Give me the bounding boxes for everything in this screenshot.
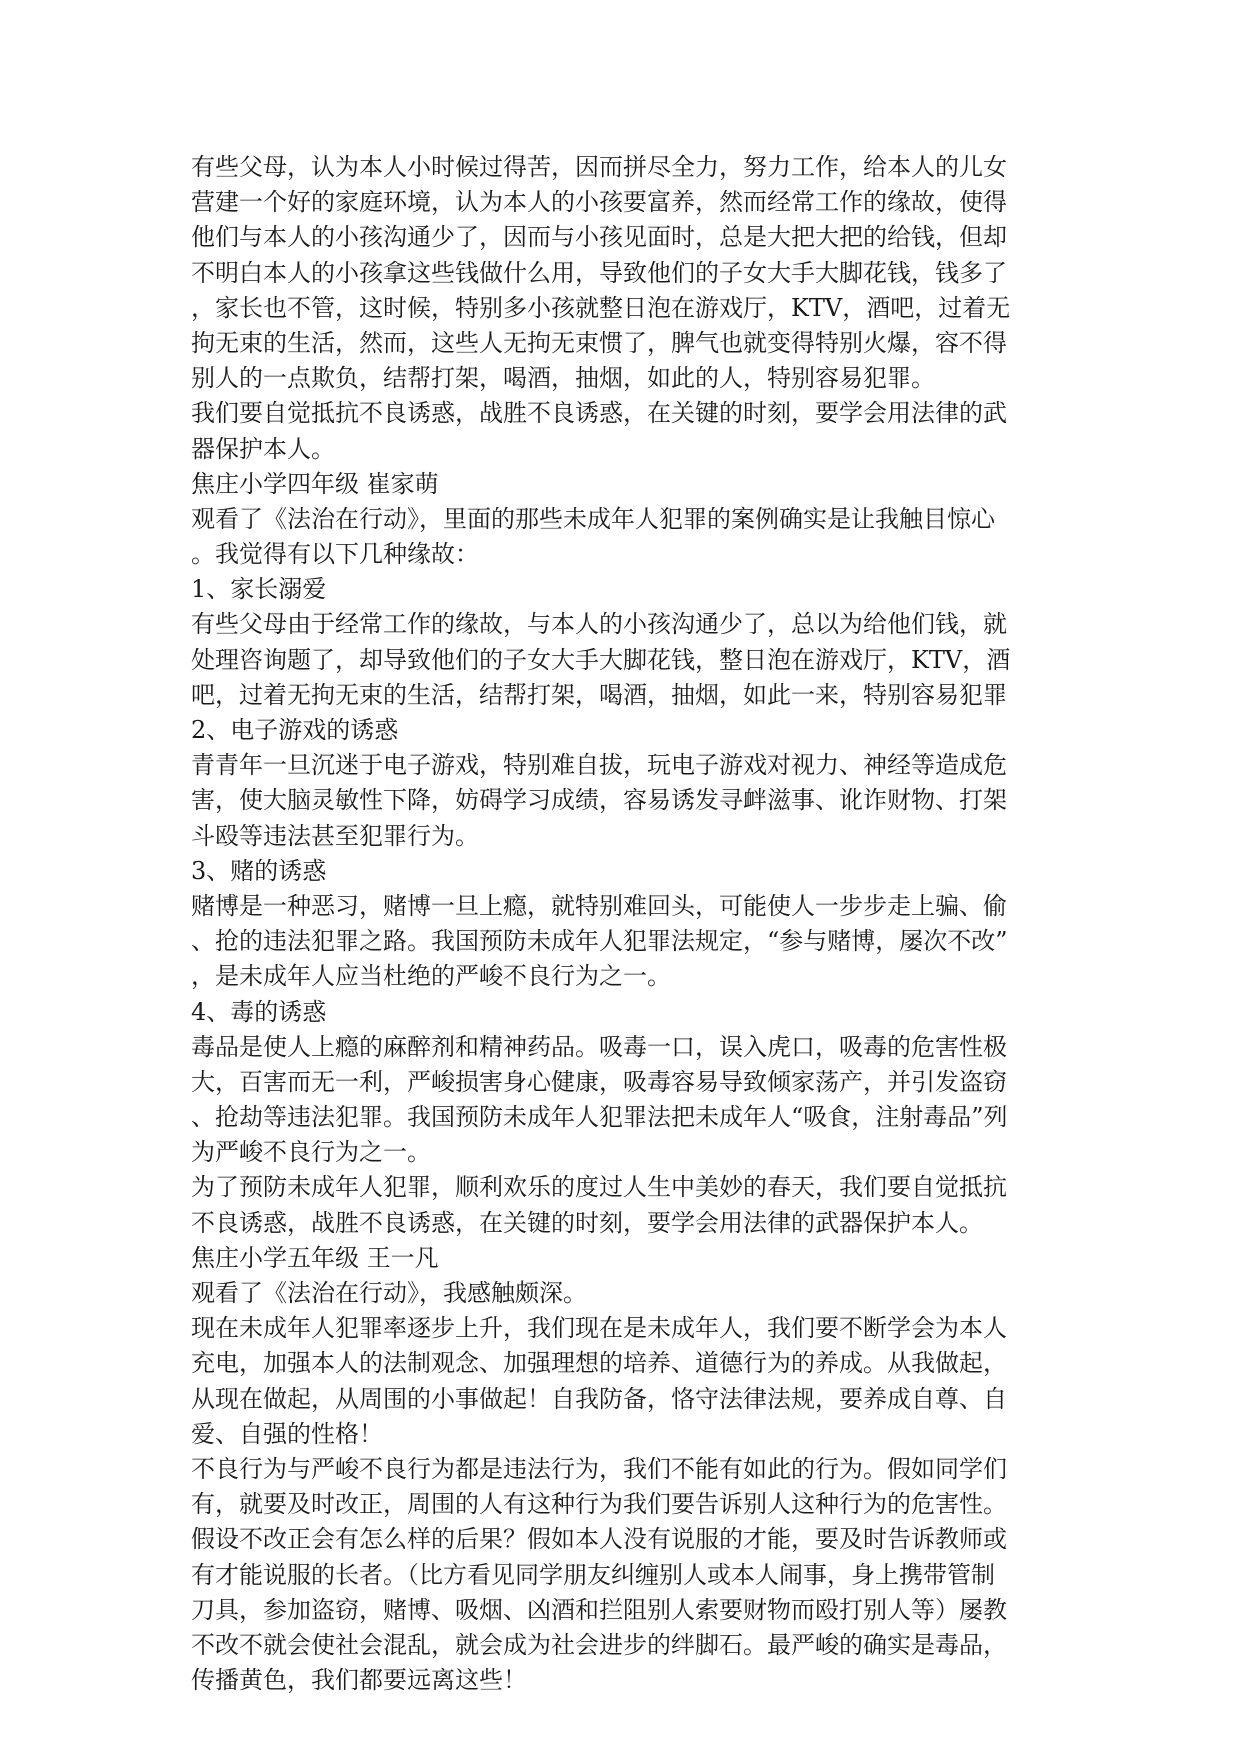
text-line: 青青年一旦沉迷于电子游戏，特别难自拔，玩电子游戏对视力、神经等造成危 [191, 751, 1007, 780]
text-line: 不良诱惑，战胜不良诱惑，在关键的时刻，要学会用法律的武器保护本人。 [191, 1208, 983, 1237]
text-line: 拘无束的生活，然而，这些人无拘无束惯了，脾气也就变得特别火爆，容不得 [191, 328, 1007, 357]
text-line: 充电，加强本人的法制观念、加强理想的培养、道德行为的养成。从我做起， [191, 1349, 1007, 1378]
text-line: 别人的一点欺负，结帮打架，喝酒，抽烟，如此的人，特别容易犯罪。 [191, 364, 935, 393]
document-body [191, 150, 1049, 1698]
text-line: 为了预防未成年人犯罪，顺利欢乐的度过人生中美妙的春天，我们要自觉抵抗 [191, 1173, 1007, 1202]
text-line: 害，使大脑灵敏性下降，妨碍学习成绩，容易诱发寻衅滋事、讹诈财物、打架 [191, 786, 1007, 815]
text-line: 我们要自觉抵抗不良诱惑，战胜不良诱惑，在关键的时刻，要学会用法律的武 [191, 399, 1007, 428]
text-line: 现在未成年人犯罪率逐步上升，我们现在是未成年人，我们要不断学会为本人 [191, 1314, 1007, 1343]
text-line: 焦庄小学五年级 王一凡 [191, 1243, 439, 1272]
text-line: 吧，过着无拘无束的生活，结帮打架，喝酒，抽烟，如此一来，特别容易犯罪 [191, 680, 1007, 709]
text-line: 器保护本人。 [191, 434, 335, 463]
text-line: 刀具，参加盗窃，赌博、吸烟、凶酒和拦阻别人索要财物而殴打别人等）屡教 [191, 1595, 1007, 1624]
text-line: 3、赌的诱惑 [191, 856, 327, 885]
text-line: 他们与本人的小孩沟通少了，因而与小孩见面时，总是大把大把的给钱，但却 [191, 223, 1007, 252]
text-line: 不良行为与严峻不良行为都是违法行为，我们不能有如此的行为。假如同学们 [191, 1454, 1007, 1483]
text-line: 有，就要及时改正，周围的人有这种行为我们要告诉别人这种行为的危害性。 [191, 1490, 1007, 1519]
text-line: 营建一个好的家庭环境，认为本人的小孩要富养，然而经常工作的缘故，使得 [191, 188, 1007, 217]
text-line: 处理咨询题了，却导致他们的子女大手大脚花钱，整日泡在游戏厅，KTV，酒 [191, 645, 1011, 674]
text-line: 有才能说服的长者。（比方看见同学朋友纠缠别人或本人闹事，身上携带管制 [191, 1560, 995, 1589]
text-line: 。我觉得有以下几种缘故： [191, 540, 479, 569]
text-line: ，是未成年人应当杜绝的严峻不良行为之一。 [191, 962, 671, 991]
text-line: 斗殴等违法甚至犯罪行为。 [191, 821, 479, 850]
text-line: 焦庄小学四年级 崔家萌 [191, 469, 439, 498]
text-line: 、抢的违法犯罪之路。我国预防未成年人犯罪法规定，“参与赌博，屡次不改” [191, 927, 1008, 956]
text-line: 不改不就会使社会混乱，就会成为社会进步的绊脚石。最严峻的确实是毒品， [191, 1630, 1007, 1659]
text-line: 为严峻不良行为之一。 [191, 1138, 431, 1167]
text-line: ，家长也不管，这时候，特别多小孩就整日泡在游戏厅，KTV，酒吧，过着无 [191, 293, 1011, 322]
text-line: 大，百害而无一利，严峻损害身心健康，吸毒容易导致倾家荡产，并引发盗窃 [191, 1067, 1007, 1096]
text-line: 传播黄色，我们都要远离这些！ [191, 1666, 527, 1695]
text-line: 赌博是一种恶习，赌博一旦上瘾，就特别难回头，可能使人一步步走上骗、偷 [191, 891, 1007, 920]
text-line: 从现在做起，从周围的小事做起！自我防备，恪守法律法规，要养成自尊、自 [191, 1384, 1007, 1413]
text-line: 不明白本人的小孩拿这些钱做什么用，导致他们的子女大手大脚花钱，钱多了 [191, 258, 1007, 287]
text-line: 1、家长溺爱 [191, 575, 327, 604]
text-line: 观看了《法治在行动》，里面的那些未成年人犯罪的案例确实是让我触目惊心 [191, 504, 995, 533]
text-line: 2、电子游戏的诱惑 [191, 716, 399, 744]
text-line: 观看了《法治在行动》，我感触颇深。 [191, 1279, 587, 1307]
text-line: 毒品是使人上瘾的麻醉剂和精神药品。吸毒一口，误入虎口，吸毒的危害性极 [191, 1032, 1007, 1061]
text-line: 假设不改正会有怎么样的后果？假如本人没有说服的才能，要及时告诉教师或 [191, 1525, 1007, 1554]
text-line: 4、毒的诱惑 [191, 997, 327, 1026]
text-line: 爱、自强的性格！ [191, 1419, 383, 1448]
text-line: 有些父母，认为本人小时候过得苦，因而拼尽全力，努力工作，给本人的儿女 [191, 153, 1007, 181]
text-line: 、抢劫等违法犯罪。我国预防未成年人犯罪法把未成年人“吸食，注射毒品”列 [191, 1103, 1008, 1132]
text-line: 有些父母由于经常工作的缘故，与本人的小孩沟通少了，总以为给他们钱，就 [191, 610, 1007, 639]
